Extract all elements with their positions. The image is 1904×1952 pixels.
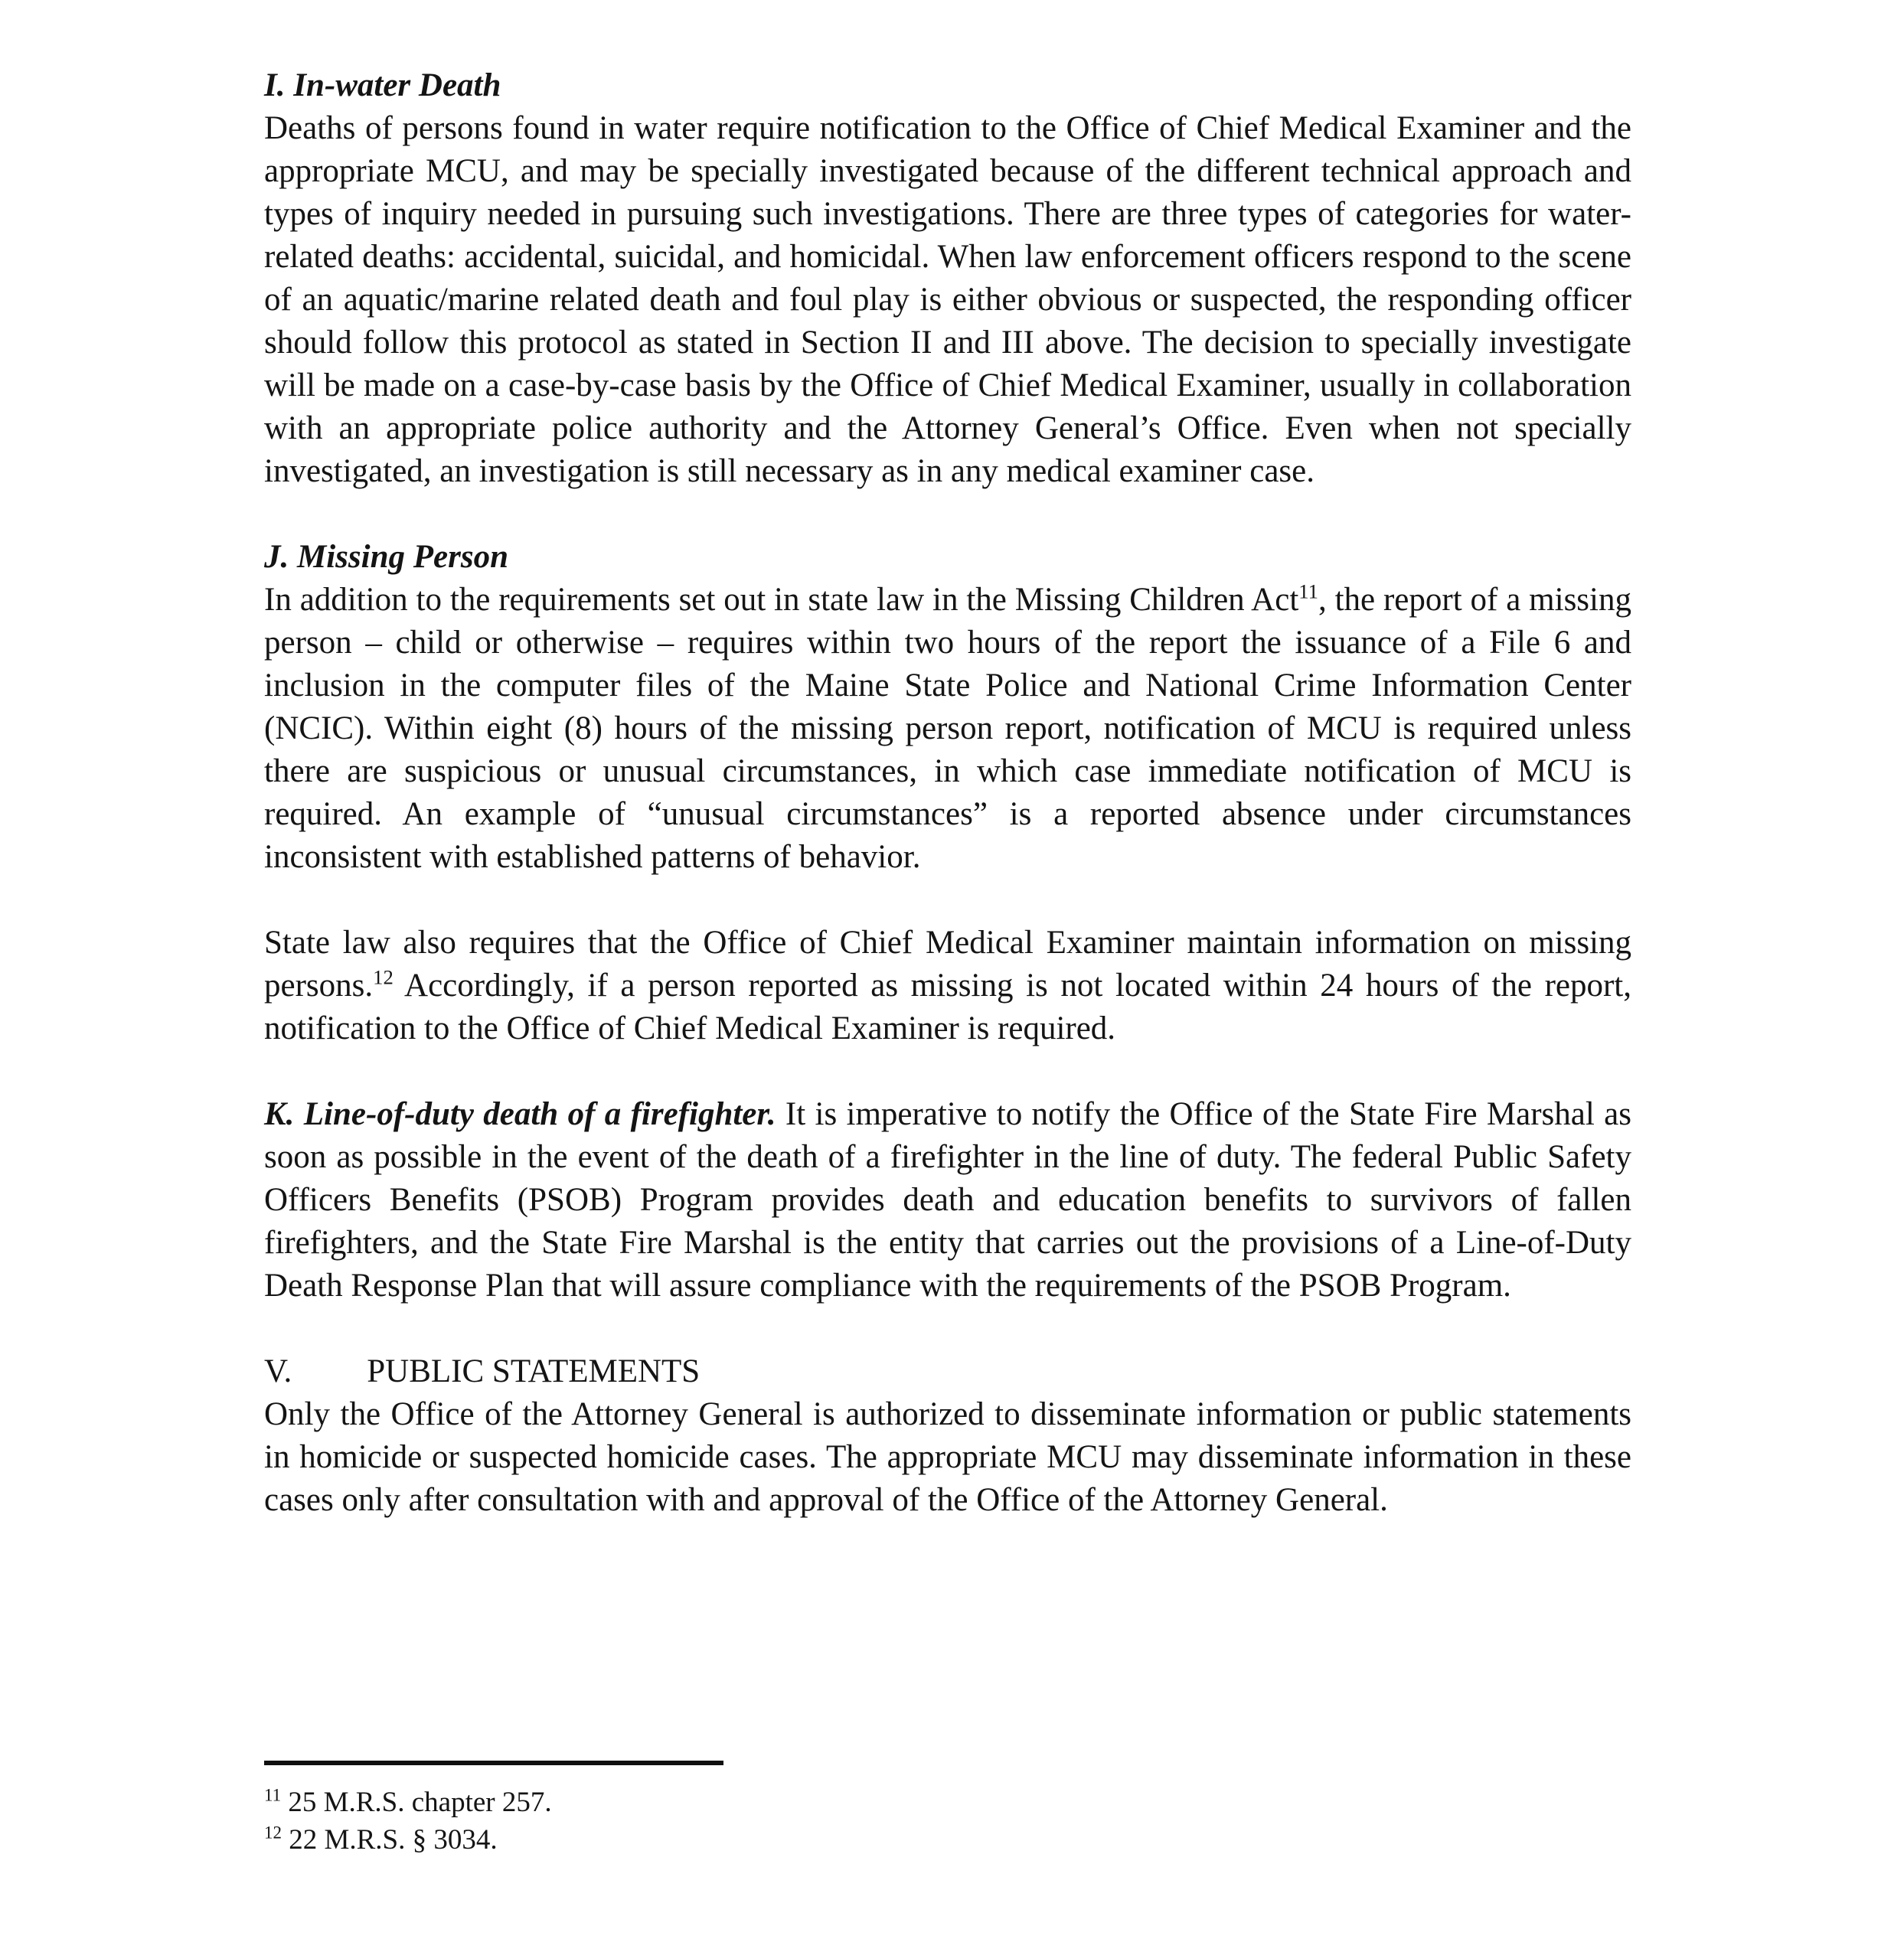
footnote-11-text: 25 M.R.S. chapter 257.	[288, 1787, 552, 1818]
footnote-11	[264, 1784, 1631, 1821]
section-heading-firefighter-death: K. Line-of-duty death of a firefighter.	[264, 1096, 776, 1132]
section-body-in-water-death: Deaths of persons found in water require notification to the Office of Chief Medical Examiner and the appropriate MCU, and may be specially investigated because of the different technical approach and types of inquiry needed in pursuing such investigations. There are three types of categories for water-related deaths: accidental, suicidal, and homicidal. When law enforcement officers respond to the scene of an aquatic/marine related death and foul play is either obvious or suspected, the responding officer should follow this protocol as stated in Section II and III above. The decision to specially investigate will be made on a case-by-case basis by the Office of Chief Medical Examiner, usually in collaboration with an appropriate police authority and the Attorney General’s Office. Even when not specially investigated, an investigation is still necessary as in any medical examiner case.	[264, 110, 1631, 489]
state-law-text-end: Accordingly, if a person reported as missing is not located within 24 hours of the report, notification to the Office of Chief Medical Examiner is required.	[264, 968, 1631, 1046]
document-body	[264, 64, 1631, 1565]
section-heading-missing-person: J. Missing Person	[264, 539, 508, 575]
footnote-separator-rule	[264, 1761, 723, 1765]
paragraph-state-law-missing-persons	[264, 922, 1631, 1050]
footnote-area	[264, 1761, 1631, 1859]
public-statements-title: PUBLIC STATEMENTS	[367, 1353, 701, 1389]
footnote-reference-12: 12	[373, 965, 394, 989]
section-body-missing-person	[264, 579, 1631, 879]
public-statements-number: V.	[264, 1353, 292, 1389]
footnote-11-marker: 11	[264, 1785, 282, 1805]
firefighter-death-text: It is imperative to notify the Office of the State Fire Marshal as soon as possible in the event of the death of a firefighter in the line of duty. The federal Public Safety Officers Benefits (PSOB) Program provides death and education benefits to survivors of fallen firefighters, and the State Fire Marshal is the entity that carries out the provisions of a Line-of-Duty Death Response Plan that will assure compliance with the requirements of the PSOB Program.	[264, 1096, 1631, 1304]
section-body-firefighter-death	[264, 1093, 1631, 1307]
footnote-12-text: 22 M.R.S. § 3034.	[289, 1824, 498, 1856]
section-heading-public-statements	[264, 1350, 1631, 1393]
footnote-12	[264, 1821, 1631, 1859]
state-law-text-start: State law also requires that the Office of Chief Medical Examiner maintain information on missing persons.	[264, 925, 1631, 1004]
section-heading-in-water-death: I. In-water Death	[264, 67, 501, 103]
footnote-12-marker: 12	[264, 1823, 282, 1843]
missing-person-text-start: In addition to the requirements set out in state law in the Missing Children Act	[264, 582, 1299, 618]
footnote-reference-11: 11	[1298, 579, 1318, 603]
section-body-public-statements: Only the Office of the Attorney General is authorized to disseminate information or public statements in homicide or suspected homicide cases. The appropriate MCU may disseminate information in these cases only after consultation with and approval of the Office of the Attorney General.	[264, 1396, 1631, 1518]
missing-person-text-end: , the report of a missing person – child or otherwise – requires within two hours of the report the issuance of a File 6 and inclusion in the computer files of the Maine State Police and National Crime Information Center (NCIC). Within eight (8) hours of the missing person report, notification of MCU is required unless there are suspicious or unusual circumstances, in which case immediate notification of MCU is required. An example of “unusual circumstances” is a reported absence under circumstances inconsistent with established patterns of behavior.	[264, 582, 1631, 875]
